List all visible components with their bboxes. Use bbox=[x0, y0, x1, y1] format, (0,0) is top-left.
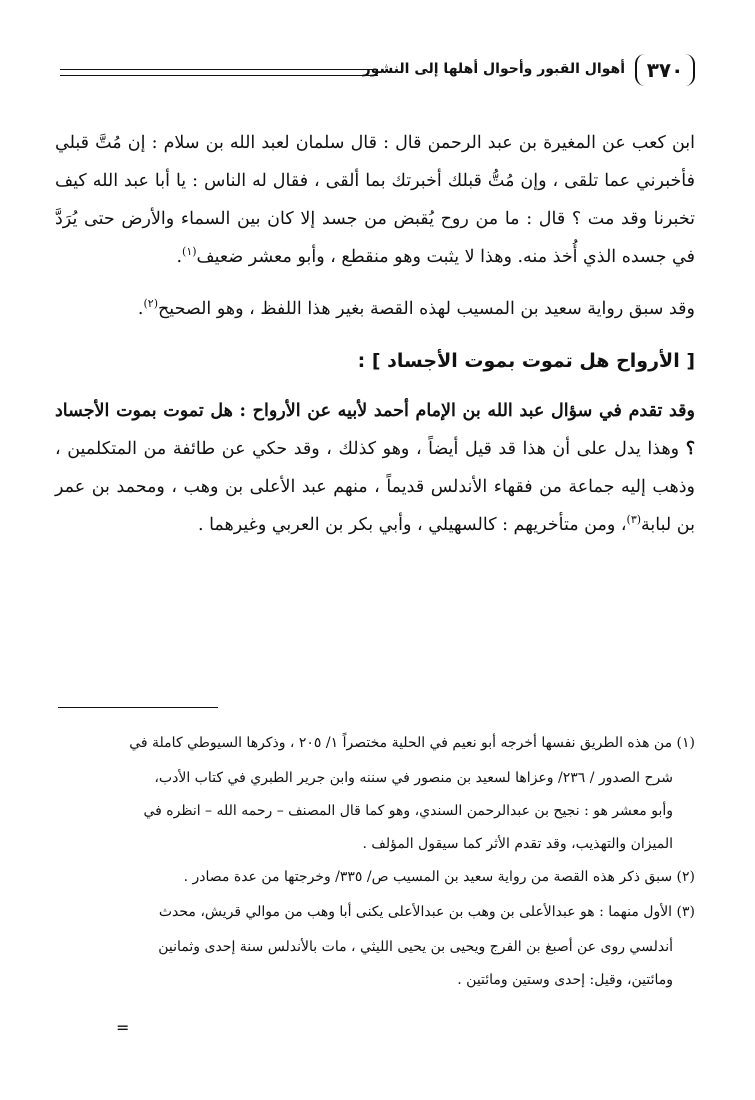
paragraph-2-text: وقد سبق رواية سعيد بن المسيب لهذه القصة بغير هذا اللفظ ، وهو الصحيح bbox=[158, 299, 695, 319]
page-number: ٣٧٠ bbox=[635, 54, 695, 86]
footnote-ref-2[interactable]: (٢) bbox=[143, 297, 159, 311]
paragraph-1-text: ابن كعب عن المغيرة بن عبد الرحمن قال : قال سلمان لعبد الله بن سلام : إن مُتَّ قبلي فأخبرني عما تلقى ، وإن مُتُّ قبلك أخبرتك بما ألقى ، فقال له الناس : يا أبا عبد الله كيف تخبرنا وقد مت ؟ قال : ما من روح يُقبض من جسد إلا كان بين السماء والأرض حتى يُرَدَّ في جسده الذي أُخذ منه. وهذا لا يثبت وهو منقطع ، وأبو معشر ضعيف bbox=[55, 133, 695, 267]
continuation-mark: = bbox=[116, 1018, 130, 1037]
page-header bbox=[60, 52, 695, 92]
footnote-2: (٢) سبق ذكر هذه القصة من رواية سعيد بن المسيب ص/ ٣٣٥/ وخرجتها من عدة مصادر . bbox=[183, 869, 695, 885]
paragraph-1-end: . bbox=[176, 247, 183, 267]
footnote-3-line-3: ومائتين، وقيل: إحدى وستين ومائتين . bbox=[457, 972, 673, 988]
footnote-3-line-1: (٣) الأول منهما : هو عبدالأعلى بن وهب بن عبدالأعلى يكنى أبا وهب من موالي قريش، محدث bbox=[158, 904, 695, 920]
section-heading: [ الأرواح هل تموت بموت الأجساد ] : bbox=[357, 350, 695, 372]
footnote-separator bbox=[58, 707, 218, 708]
header-rule bbox=[60, 69, 378, 76]
running-title: أهوال القبور وأحوال أهلها إلى النشور bbox=[362, 61, 625, 77]
main-text bbox=[55, 124, 695, 544]
footnote-1-line-4: الميزان والتهذيب، وقد تقدم الأثر كما سيقول المؤلف . bbox=[362, 836, 673, 852]
paragraph-1 bbox=[55, 124, 695, 276]
footnote-1-line-2: شرح الصدور / ٢٣٦/ وعزاها لسعيد بن منصور في سننه وابن جرير الطبري في كتاب الأدب، bbox=[154, 770, 673, 786]
footnote-ref-1[interactable]: (١) bbox=[182, 245, 197, 259]
paragraph-2 bbox=[55, 290, 695, 328]
footnotes bbox=[55, 727, 695, 997]
paragraph-3-bold-lead: وقد تقدم في سؤال عبد الله بن الإمام أحمد لأبيه عن الأرواح : هل تموت بموت الأجساد ؟ bbox=[55, 401, 695, 459]
paragraph-2-end: . bbox=[137, 299, 144, 319]
footnote-1-line-1: (١) من هذه الطريق نفسها أخرجه أبو نعيم في الحلية مختصراً ١/ ٢٠٥ ، وذكرها السيوطي كاملة في bbox=[129, 735, 695, 751]
footnote-1-line-3: وأبو معشر هو : نجيح بن عبدالرحمن السندي، وهو كما قال المصنف – رحمه الله – انظره في bbox=[143, 803, 673, 819]
footnote-ref-3[interactable]: (٣) bbox=[626, 513, 642, 527]
paragraph-3-end: ، ومن متأخريهم : كالسهيلي ، وأبي بكر بن العربي وغيرهما . bbox=[197, 515, 627, 535]
paragraph-3-text: وهذا يدل على أن هذا قد قيل أيضاً ، وهو كذلك ، وقد حكي عن طائفة من المتكلمين ، وذهب إليه جماعة من فقهاء الأندلس قديماً ، منهم عبد الأعلى بن وهب ، ومحمد بن عمر بن لبابة bbox=[55, 439, 695, 535]
footnote-3-line-2: أندلسي روى عن أصبغ بن الفرج ويحيى بن يحيى الليثي ، مات بالأندلس سنة إحدى وثمانين bbox=[158, 939, 673, 955]
paragraph-3 bbox=[55, 392, 695, 544]
